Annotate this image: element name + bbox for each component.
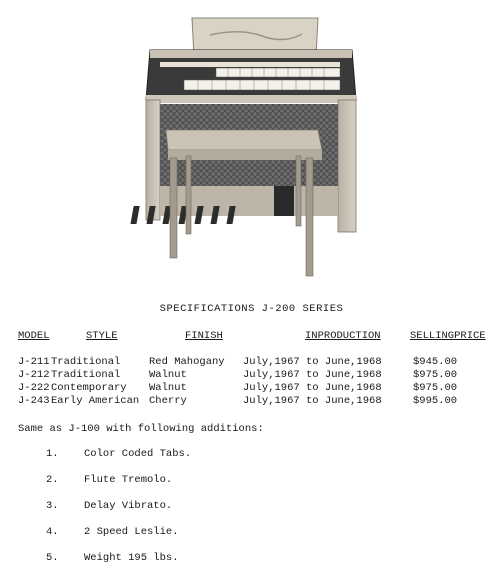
style-cell: Early American xyxy=(51,395,140,407)
finish-cell: Walnut xyxy=(149,382,187,394)
price-cell: $995.00 xyxy=(413,395,458,407)
list-number: 1. xyxy=(46,448,59,460)
additions-intro: Same as J-100 with following additions: xyxy=(18,423,264,435)
production-cell: July,1967 to June,1968 xyxy=(243,382,382,394)
production-cell: July,1967 to June,1968 xyxy=(243,356,382,368)
list-number: 2. xyxy=(46,474,59,486)
list-text: Color Coded Tabs. xyxy=(84,448,192,460)
organ-photo xyxy=(0,0,503,285)
list-text: 2 Speed Leslie. xyxy=(84,526,179,538)
list-text: Weight 195 lbs. xyxy=(84,552,179,564)
price-cell: $975.00 xyxy=(413,382,458,394)
list-number: 3. xyxy=(46,500,59,512)
finish-cell: Walnut xyxy=(149,369,187,381)
column-header-finish: FINISH xyxy=(185,330,223,342)
model-cell: J-243 xyxy=(18,395,50,407)
production-cell: July,1967 to June,1968 xyxy=(243,369,382,381)
finish-cell: Cherry xyxy=(149,395,187,407)
list-text: Flute Tremolo. xyxy=(84,474,173,486)
column-header-selling-price: SELLINGPRICE xyxy=(410,330,486,342)
list-text: Delay Vibrato. xyxy=(84,500,173,512)
list-number: 5. xyxy=(46,552,59,564)
style-cell: Traditional xyxy=(51,356,121,368)
column-header-style: STYLE xyxy=(86,330,118,342)
model-cell: J-212 xyxy=(18,369,50,381)
price-cell: $975.00 xyxy=(413,369,458,381)
price-cell: $945.00 xyxy=(413,356,458,368)
style-cell: Contemporary xyxy=(51,382,127,394)
model-cell: J-222 xyxy=(18,382,50,394)
style-cell: Traditional xyxy=(51,369,121,381)
production-cell: July,1967 to June,1968 xyxy=(243,395,382,407)
column-header-model: MODEL xyxy=(18,330,50,342)
model-cell: J-211 xyxy=(18,356,50,368)
finish-cell: Red Mahogany xyxy=(149,356,225,368)
document-title: SPECIFICATIONS J-200 SERIES xyxy=(159,303,344,315)
list-number: 4. xyxy=(46,526,59,538)
column-header-in-production: INPRODUCTION xyxy=(305,330,381,342)
